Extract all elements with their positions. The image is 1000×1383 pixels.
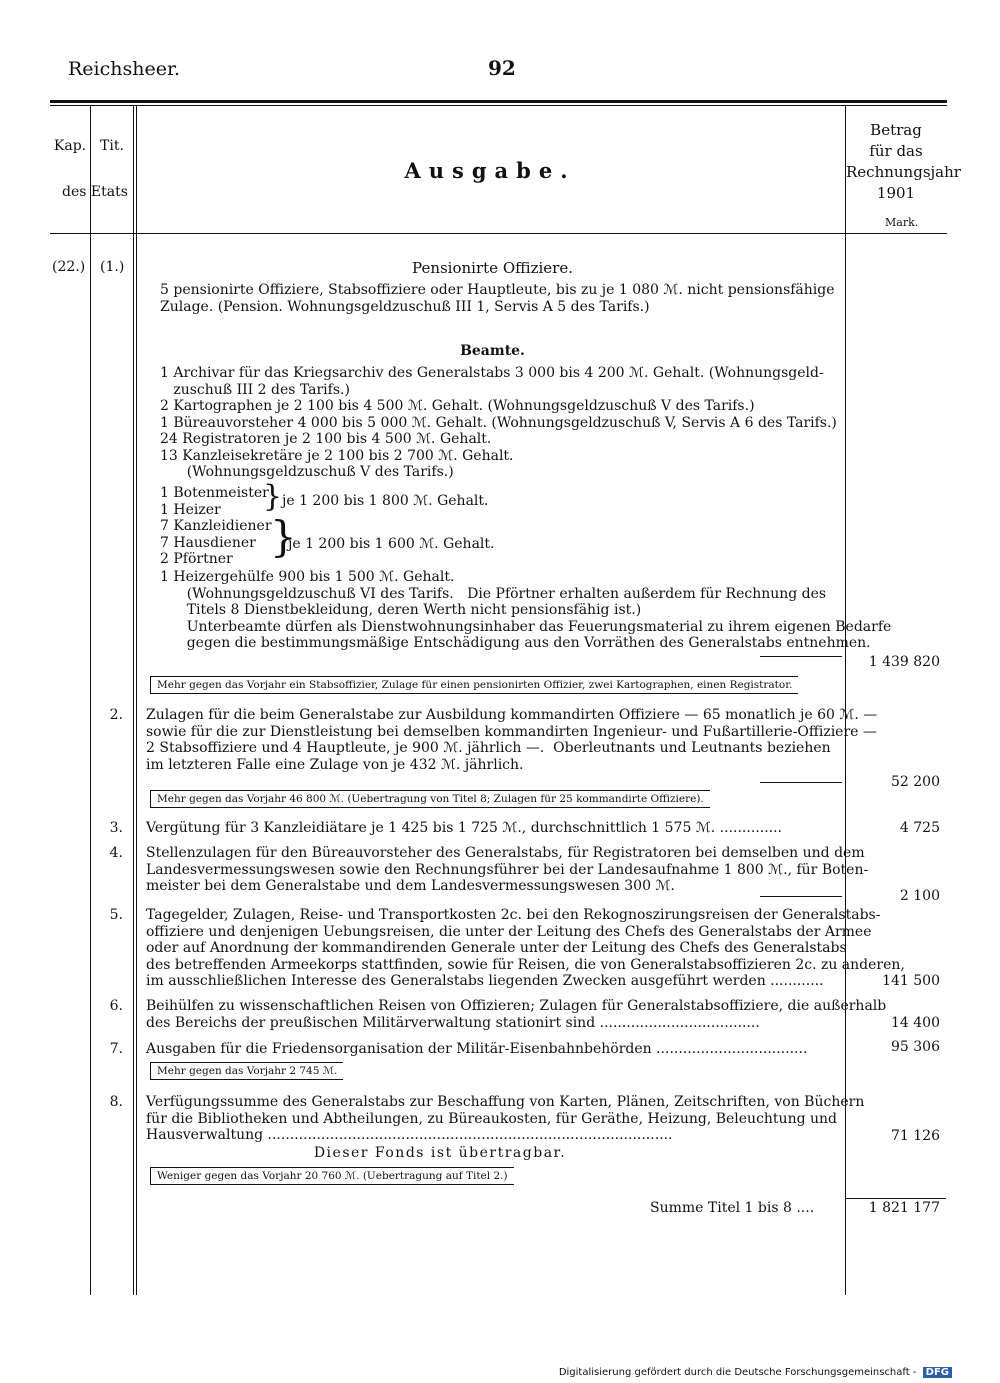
footer <box>559 1367 952 1378</box>
tit2-text <box>146 707 877 773</box>
footer-text: Digitalisierung gefördert durch die Deutsche Forschungsgemeinschaft - <box>558 1367 917 1378</box>
col-header-des-etats: des Etats <box>62 184 128 200</box>
tit1-after-text <box>160 569 891 652</box>
tit8-text <box>146 1094 864 1144</box>
text-line: 24 Registratoren je 2 100 bis 4 500 ℳ. Gehalt. <box>160 431 492 447</box>
betrag-line: Rechnungsjahr <box>846 163 961 181</box>
column-divider-tit <box>133 105 134 1295</box>
text-line: (Wohnungsgeldzuschuß V des Tarifs.) <box>160 464 454 480</box>
text-line: des Bereichs der preußischen Militärverwaltung stationirt sind .................................... <box>146 1014 760 1031</box>
tit-number: 4. <box>109 845 123 861</box>
amount: 1 439 820 <box>868 654 940 670</box>
note-box: Mehr gegen das Vorjahr 2 745 ℳ. <box>150 1062 343 1080</box>
column-divider-tit-double <box>136 105 137 1295</box>
text-line: 1 Büreauvorsteher 4 000 bis 5 000 ℳ. Gehalt. (Wohnungsgeldzuschuß V, Servis A 6 des Tarifs.) <box>160 414 837 431</box>
text-line: 2 Pförtner <box>160 551 233 567</box>
rule <box>760 656 842 657</box>
text-line: 7 Hausdiener <box>160 534 256 551</box>
sum-amount: 1 821 177 <box>868 1200 940 1216</box>
running-header: Reichsheer. <box>68 58 181 80</box>
text-line: 1 Heizer <box>160 501 221 518</box>
tit4-text <box>146 845 868 895</box>
text-line: Unterbeamte dürfen als Dienstwohnungsinhaber das Feuerungsmaterial zu ihrem eigenen Bedarfe <box>160 618 892 635</box>
text-line: offiziere und denjenigen Uebungsreisen, die unter der Leitung des Chefs des Generalstabs der Armee <box>146 923 872 940</box>
unit-label: Mark. <box>885 216 919 229</box>
sum-label: Summe Titel 1 bis 8 .... <box>650 1200 815 1216</box>
group2-text: je 1 200 bis 1 600 ℳ. Gehalt. <box>288 536 495 552</box>
text-line: im ausschließlichen Interesse des Generalstabs liegenden Zwecken ausgeführt werden ............ <box>146 973 824 989</box>
text-line: 1 Archivar für das Kriegsarchiv des Generalstabs 3 000 bis 4 200 ℳ. Gehalt. (Wohnungsgeld- <box>160 365 824 381</box>
text-line: Tagegelder, Zulagen, Reise- und Transportkosten 2c. bei den Rekognoszirungsreisen der Generalstabs- <box>146 907 881 923</box>
betrag-line: 1901 <box>876 184 916 202</box>
text-line: meister bei dem Generalstabe und dem Landesvermessungswesen 300 ℳ. <box>146 878 675 894</box>
text-line: sowie für die zur Dienstleistung bei demselben kommandirten Ingenieur- und Fußartillerie-Offiziere — <box>146 723 877 740</box>
text-line: (Wohnungsgeldzuschuß VI des Tarifs. Die Pförtner erhalten außerdem für Rechnung des <box>160 585 827 602</box>
rule <box>760 782 842 783</box>
text-line: 2 Kartographen je 2 100 bis 4 500 ℳ. Gehalt. (Wohnungsgeldzuschuß V des Tarifs.) <box>160 398 755 414</box>
note-box: Mehr gegen das Vorjahr ein Stabsoffizier, Zulage für einen pensionirten Offizier, zwei Kartographen, einen Registrator. <box>150 676 798 694</box>
tit-number: 6. <box>109 998 123 1014</box>
tit7-text: Ausgaben für die Friedensorganisation der Militär-Eisenbahnbehörden .................................. <box>146 1041 808 1057</box>
page-number: 92 <box>488 56 516 80</box>
col-header-tit: Tit. <box>100 138 124 154</box>
beamte-text <box>160 365 837 481</box>
text-line: Stellenzulagen für den Büreauvorsteher des Generalstabs, für Registratoren bei demselben und dem <box>146 845 865 861</box>
brace-icon: } <box>270 512 297 561</box>
amount: 141 500 <box>882 973 940 989</box>
top-rule <box>50 100 947 103</box>
sum-rule <box>846 1198 946 1199</box>
tit-number: 3. <box>109 820 123 836</box>
text-line: Beihülfen zu wissenschaftlichen Reisen von Offizieren; Zulagen für Generalstabsoffiziere, die außerhalb <box>146 998 887 1014</box>
rule <box>760 896 842 897</box>
dfg-logo-icon: DFG <box>923 1367 952 1378</box>
text-line: 2 Stabsoffiziere und 4 Hauptleute, je 900 ℳ. jährlich —. Oberleutnants und Leutnants beziehen <box>146 740 831 756</box>
note-box: Weniger gegen das Vorjahr 20 760 ℳ. (Uebertragung auf Titel 2.) <box>150 1167 514 1185</box>
group2-list <box>160 518 272 568</box>
text-line: zuschuß III 2 des Tarifs.) <box>160 381 350 398</box>
amount: 14 400 <box>891 1015 940 1031</box>
text-line: Hausverwaltung ........................................................................................... <box>146 1127 673 1143</box>
top-rule-thin <box>50 105 947 106</box>
header-rule <box>50 233 947 234</box>
page-title: Ausgabe. <box>404 158 576 183</box>
betrag-line: Betrag <box>870 121 922 139</box>
text-line: Landesvermessungswesen sowie den Rechnungsführer bei der Landesaufnahme 1 800 ℳ., für Boten- <box>146 861 869 878</box>
text-line: Zulagen für die beim Generalstabe zur Ausbildung kommandirten Offiziere — 65 monatlich je 60 ℳ. — <box>146 707 878 723</box>
kap-number: (22.) <box>52 259 86 275</box>
section-heading: Beamte. <box>460 343 525 359</box>
section-heading: Pensionirte Offiziere. <box>412 259 573 277</box>
text-line: des betreffenden Armeekorps stattfinden, sowie für Reisen, die von Generalstabsoffizieren 2c. zu anderen, <box>146 956 905 973</box>
text-line: 1 Heizergehülfe 900 bis 1 500 ℳ. Gehalt. <box>160 569 455 585</box>
tit-number: 7. <box>109 1041 123 1057</box>
tit3-text: Vergütung für 3 Kanzleidiätare je 1 425 bis 1 725 ℳ., durchschnittlich 1 575 ℳ. .............. <box>146 820 782 836</box>
text-line: 1 Botenmeister <box>160 485 269 501</box>
amount: 2 100 <box>899 888 940 904</box>
transfer-note: Dieser Fonds ist übertragbar. <box>313 1145 567 1161</box>
tit-number: (1.) <box>100 259 125 275</box>
group1-list <box>160 485 269 518</box>
text-line: 13 Kanzleisekretäre je 2 100 bis 2 700 ℳ. Gehalt. <box>160 447 514 464</box>
amount: 71 126 <box>891 1128 940 1144</box>
text-line: oder auf Anordnung der kommandirenden Generale unter der Leitung des Chefs des Generalstabs <box>146 940 847 956</box>
text-line: 7 Kanzleidiener <box>160 518 272 534</box>
amount: 95 306 <box>891 1039 940 1055</box>
tit-number: 5. <box>109 907 123 923</box>
tit-number: 8. <box>109 1094 123 1110</box>
text-line: Verfügungssumme des Generalstabs zur Beschaffung von Karten, Plänen, Zeitschriften, von Büchern <box>146 1094 865 1110</box>
betrag-line: für das <box>869 142 923 160</box>
tit5-text <box>146 907 905 990</box>
note-box: Mehr gegen das Vorjahr 46 800 ℳ. (Uebertragung von Titel 8; Zulagen für 25 kommandirte Offiziere). <box>150 790 710 808</box>
tit6-text <box>146 998 886 1031</box>
text-line: für die Bibliotheken und Abtheilungen, zu Büreaukosten, für Geräthe, Heizung, Beleuchtung und <box>146 1110 837 1127</box>
text-line: gegen die bestimmungsmäßige Entschädigung aus den Vorräthen des Generalstabs entnehmen. <box>160 635 871 651</box>
text-line: im letzteren Falle eine Zulage von je 432 ℳ. jährlich. <box>146 756 524 773</box>
text-line: 5 pensionirte Offiziere, Stabsoffiziere oder Hauptleute, bis zu je 1 080 ℳ. nicht pensionsfähige <box>160 282 835 298</box>
group1-text: je 1 200 bis 1 800 ℳ. Gehalt. <box>282 493 489 509</box>
col-header-betrag <box>846 120 961 204</box>
text-line: Zulage. (Pension. Wohnungsgeldzuschuß III 1, Servis A 5 des Tarifs.) <box>160 298 650 315</box>
column-divider-kap <box>90 105 91 1295</box>
amount: 4 725 <box>899 820 940 836</box>
amount: 52 200 <box>891 774 940 790</box>
brace-icon: } <box>263 479 283 514</box>
col-header-kap: Kap. <box>53 138 87 154</box>
text-line: Titels 8 Dienstbekleidung, deren Werth nicht pensionsfähig ist.) <box>160 602 642 618</box>
tit1-text <box>160 282 835 315</box>
tit-number: 2. <box>109 707 123 723</box>
